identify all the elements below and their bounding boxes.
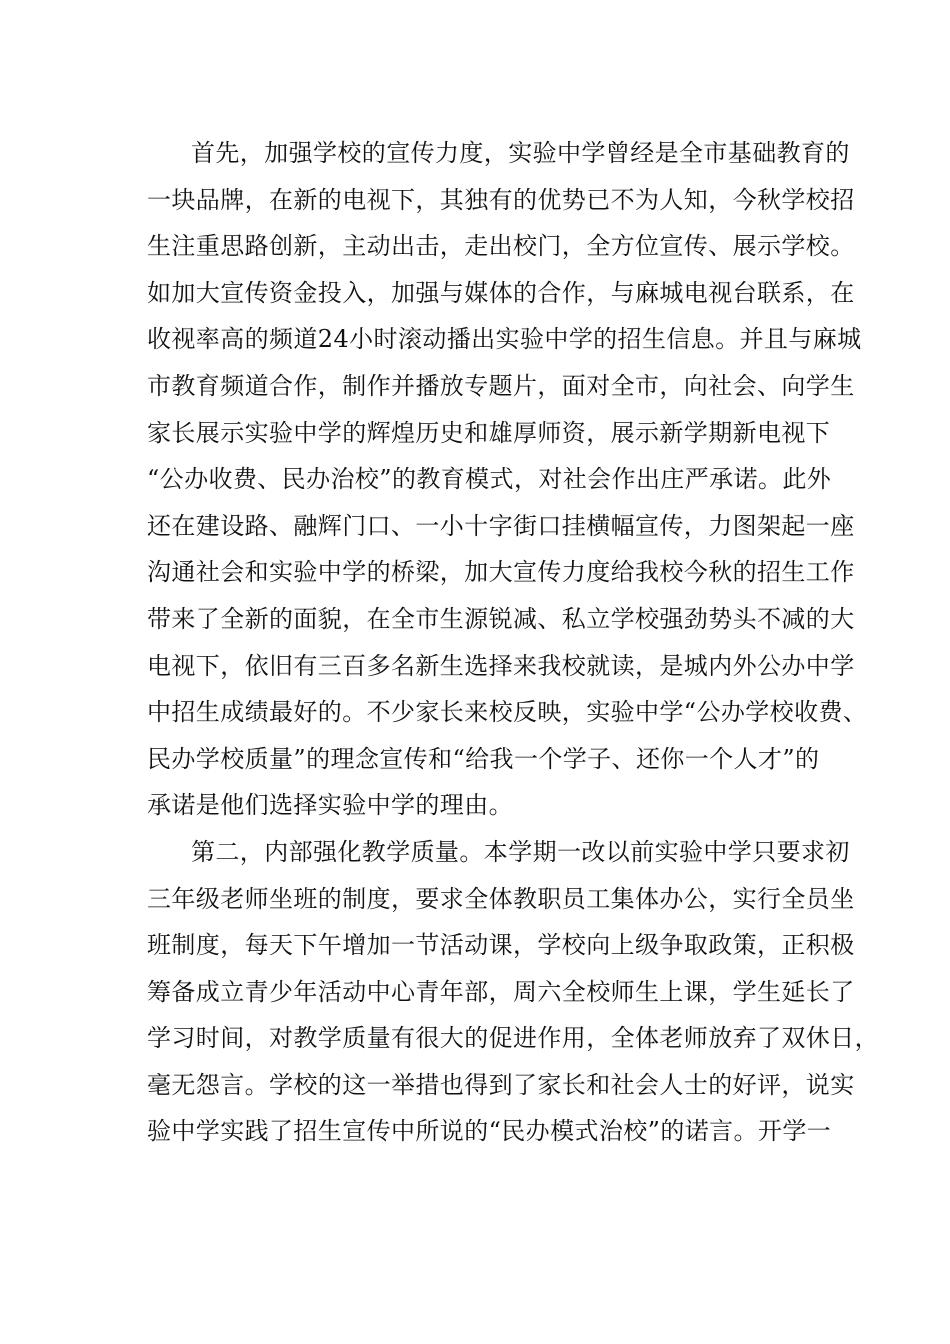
paragraph-line: 家长展示实验中学的辉煌历史和雄厚师资，展示新学期新电视下 <box>147 418 831 447</box>
paragraph-line: 三年级老师坐班的制度，要求全体教职员工集体办公，实行全员坐 <box>147 884 855 913</box>
paragraph-line: 带来了全新的面貌，在全市生源锐减、私立学校强劲势头不减的大 <box>147 604 855 633</box>
paragraph-line: 市教育频道合作，制作并播放专题片，面对全市，向社会、向学生 <box>147 371 855 400</box>
paragraph-line: 筹备成立青少年活动中心青年部，周六全校师生上课，学生延长了 <box>147 977 855 1006</box>
paragraph-line: 学习时间，对教学质量有很大的促进作用，全体老师放弃了双休日， <box>147 1024 879 1053</box>
paragraph-line: 民办学校质量”的理念宣传和“给我一个学子、还你一个人才”的 <box>147 744 820 773</box>
paragraph-line: 收视率高的频道24小时滚动播出实验中学的招生信息。并且与麻城 <box>147 325 862 354</box>
paragraph-line: 中招生成绩最好的。不少家长来校反映，实验中学“公办学校收费、 <box>147 698 868 727</box>
paragraph-line: 电视下，依旧有三百多名新生选择来我校就读，是城内外公办中学 <box>147 651 855 680</box>
paragraph-1 <box>147 130 868 829</box>
paragraph-line: “公办收费、民办治校”的教育模式，对社会作出庄严承诺。此外 <box>147 465 832 494</box>
paragraph-line: 第二，内部强化教学质量。本学期一改以前实验中学只要求初 <box>191 837 850 866</box>
document-body <box>147 130 879 1155</box>
paragraph-line: 首先，加强学校的宣传力度，实验中学曾经是全市基础教育的 <box>191 139 850 167</box>
paragraph-line: 如加大宣传资金投入，加强与媒体的合作，与麻城电视台联系，在 <box>147 278 855 307</box>
paragraph-line: 承诺是他们选择实验中学的理由。 <box>147 791 513 820</box>
paragraph-2 <box>147 829 879 1155</box>
paragraph-line: 班制度，每天下午增加一节活动课，学校向上级争取政策，正积极 <box>147 931 855 960</box>
paragraph-line: 还在建设路、融辉门口、一小十字街口挂横幅宣传，力图架起一座 <box>147 511 855 540</box>
paragraph-line: 一块品牌，在新的电视下，其独有的优势已不为人知，今秋学校招 <box>147 185 855 214</box>
paragraph-line: 沟通社会和实验中学的桥梁，加大宣传力度给我校今秋的招生工作 <box>147 558 855 587</box>
paragraph-line: 生注重思路创新，主动出击，走出校门，全方位宣传、展示学校。 <box>147 232 855 261</box>
paragraph-line: 验中学实践了招生宣传中所说的“民办模式治校”的诺言。开学一 <box>147 1117 832 1146</box>
paragraph-line: 毫无怨言。学校的这一举措也得到了家长和社会人士的好评，说实 <box>147 1070 855 1099</box>
